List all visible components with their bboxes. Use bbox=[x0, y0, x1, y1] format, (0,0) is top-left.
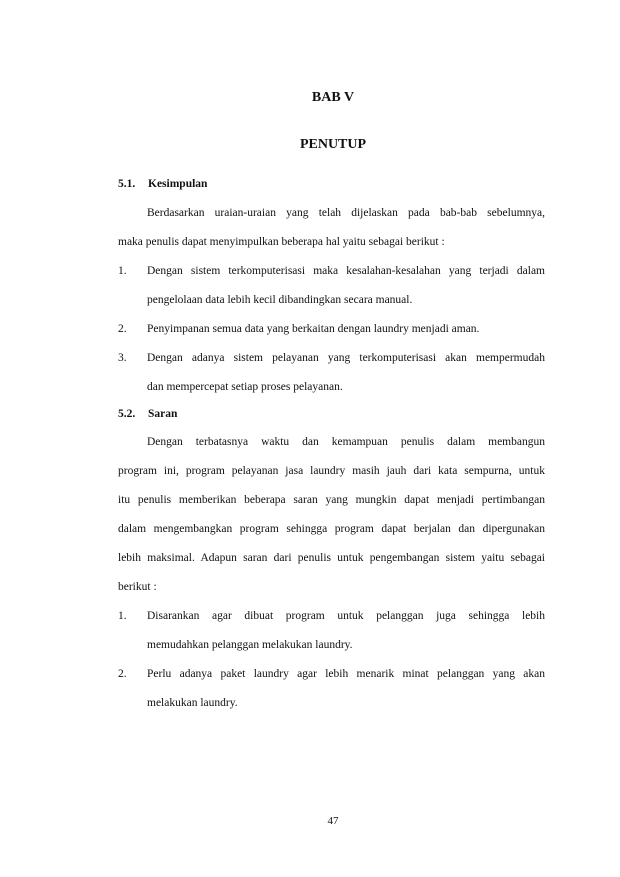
list-item-line: memudahkan pelanggan melakukan laundry. bbox=[147, 639, 353, 651]
section-number: 5.1. bbox=[118, 178, 136, 190]
paragraph-line: berikut : bbox=[118, 581, 157, 593]
paragraph-line: Berdasarkan uraian-uraian yang telah dijelaskan pada bab-bab sebelumnya, bbox=[147, 207, 545, 219]
chapter-number: BAB V bbox=[311, 90, 355, 105]
paragraph-line: lebih maksimal. Adapun saran dari penulis untuk pengembangan sistem yaitu sebagai bbox=[118, 552, 545, 564]
list-item-line: Penyimpanan semua data yang berkaitan dengan laundry menjadi aman. bbox=[147, 323, 480, 335]
chapter-title: PENUTUP bbox=[299, 137, 367, 152]
section-heading-kesimpulan bbox=[118, 178, 207, 190]
paragraph-line: dalam mengembangkan program sehingga program dapat berjalan dan dipergunakan bbox=[118, 523, 545, 535]
list-item-line: dan mempercepat setiap proses pelayanan. bbox=[147, 381, 343, 393]
list-item-line: Dengan adanya sistem pelayanan yang terkomputerisasi akan mempermudah bbox=[147, 352, 545, 364]
paragraph-line: program ini, program pelayanan jasa laundry masih jauh dari kata sempurna, untuk bbox=[118, 465, 545, 477]
list-item-line: Disarankan agar dibuat program untuk pelanggan juga sehingga lebih bbox=[147, 610, 545, 622]
list-item-line: Perlu adanya paket laundry agar lebih menarik minat pelanggan yang akan bbox=[147, 668, 545, 680]
page-number: 47 bbox=[327, 815, 339, 827]
list-item-line: melakukan laundry. bbox=[147, 697, 238, 709]
list-item-line: pengelolaan data lebih kecil dibandingkan secara manual. bbox=[147, 294, 413, 306]
list-item-number: 1. bbox=[118, 265, 127, 277]
paragraph-line: Dengan terbatasnya waktu dan kemampuan penulis dalam membangun bbox=[147, 436, 545, 448]
section-heading-saran bbox=[118, 408, 177, 420]
list-item-line: Dengan sistem terkomputerisasi maka kesalahan-kesalahan yang terjadi dalam bbox=[147, 265, 545, 277]
list-item-number: 1. bbox=[118, 610, 127, 622]
section-number: 5.2. bbox=[118, 408, 136, 420]
list-item-number: 3. bbox=[118, 352, 127, 364]
list-item-number: 2. bbox=[118, 668, 127, 680]
paragraph-line: itu penulis memberikan beberapa saran yang mungkin dapat menjadi pertimbangan bbox=[118, 494, 545, 506]
section-title: Kesimpulan bbox=[148, 178, 208, 190]
paragraph-line: maka penulis dapat menyimpulkan beberapa hal yaitu sebagai berikut : bbox=[118, 236, 445, 248]
list-item-number: 2. bbox=[118, 323, 127, 335]
section-title: Saran bbox=[148, 408, 178, 420]
